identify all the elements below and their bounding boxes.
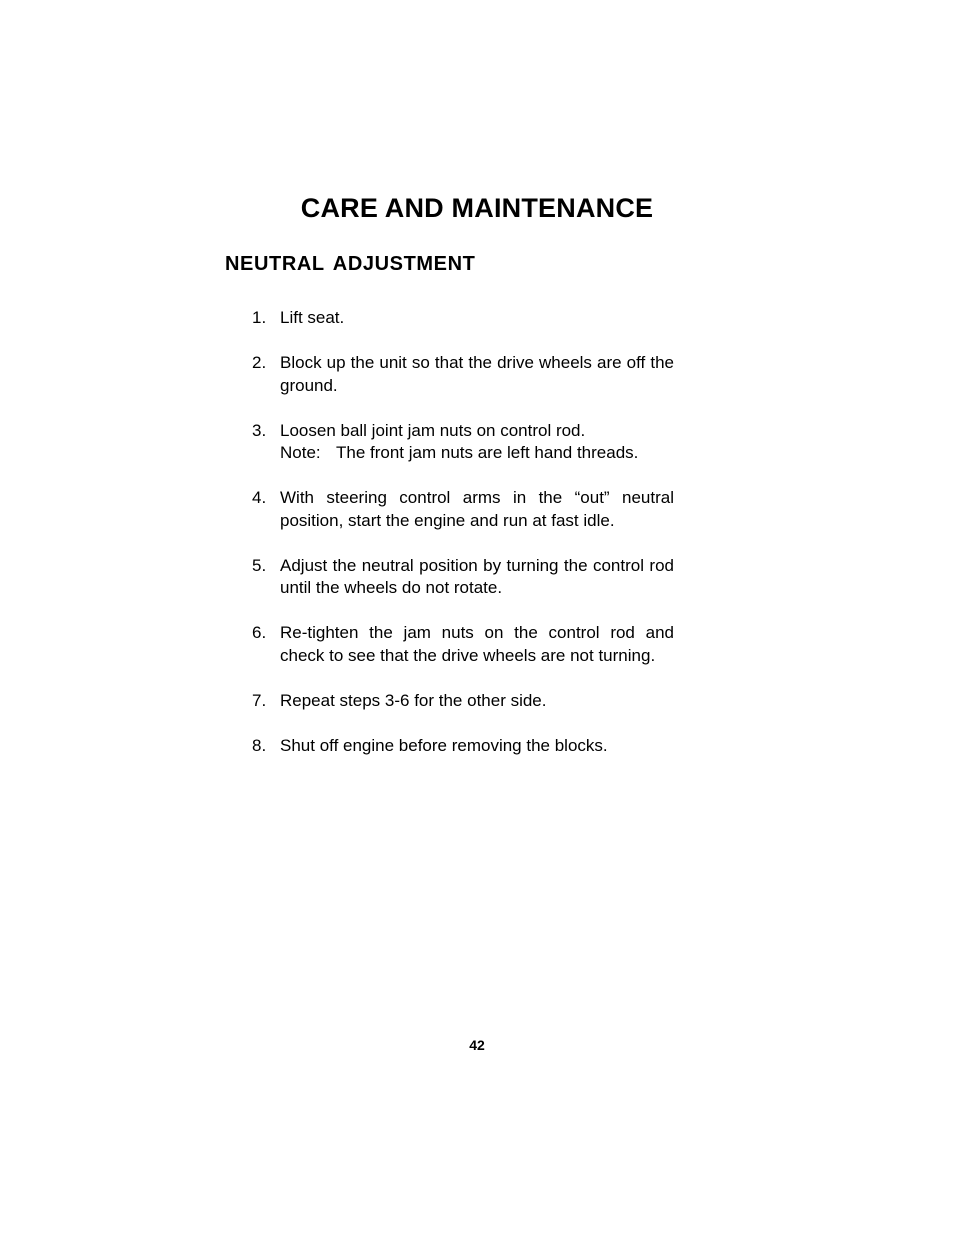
- page-title: CARE AND MAINTENANCE: [300, 193, 654, 223]
- step-number: 6.: [252, 623, 267, 642]
- step-text: Loosen ball joint jam nuts on control rod.: [280, 420, 586, 440]
- step-text: Adjust the neutral position by turning the control rod until the wheels do not rotate.: [280, 555, 674, 597]
- note-label: Note:: [280, 443, 321, 462]
- step-text: Lift seat.: [280, 308, 345, 327]
- step-number: 8.: [252, 735, 267, 755]
- step-text: With steering control arms in the “out” neutral position, start the engine and run at fast idle.: [280, 488, 674, 530]
- section-heading: NEUTRAL ADJUSTMENT: [225, 253, 476, 275]
- step-number: 2.: [252, 353, 267, 372]
- step-item: [252, 690, 674, 713]
- step-number: 5.: [252, 555, 267, 575]
- step-note: [280, 442, 674, 465]
- note-text: The front jam nuts are left hand threads.: [336, 443, 639, 462]
- step-number: 7.: [252, 690, 267, 710]
- step-text: Repeat steps 3-6 for the other side.: [280, 690, 547, 710]
- step-item: [252, 420, 674, 465]
- steps-list: [252, 307, 674, 780]
- step-text: Re-tighten the jam nuts on the control rod and check to see that the drive wheels are not turning.: [280, 623, 674, 665]
- step-item: [252, 555, 674, 600]
- step-item: [252, 735, 674, 758]
- step-text: Block up the unit so that the drive wheels are off the ground.: [280, 353, 674, 395]
- step-item: [252, 622, 674, 667]
- step-item: [252, 487, 674, 532]
- step-text: Shut off engine before removing the blocks.: [280, 735, 608, 755]
- step-number: 4.: [252, 488, 267, 507]
- step-number: 1.: [252, 308, 267, 327]
- step-number: 3.: [252, 420, 267, 440]
- page-number: 42: [469, 1037, 485, 1053]
- step-item: [252, 352, 674, 397]
- step-item: [252, 307, 674, 330]
